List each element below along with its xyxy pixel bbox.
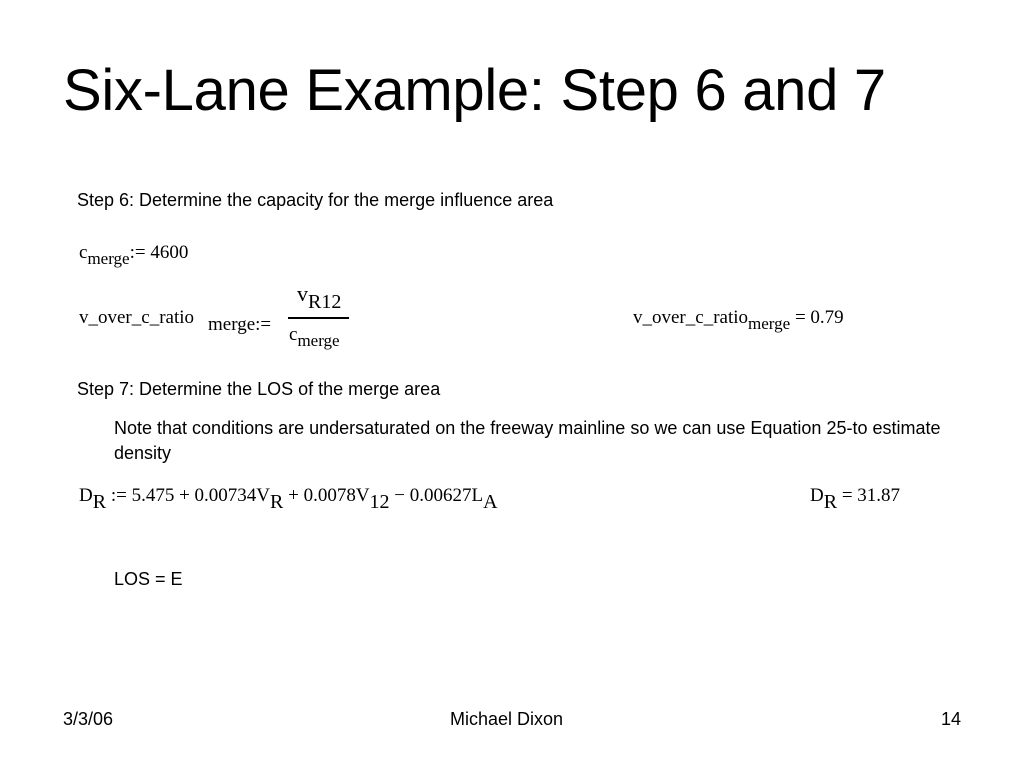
- ratio-def-var: v_over_c_ratio: [79, 307, 195, 328]
- density-result: [810, 485, 901, 513]
- ratio-result: [633, 307, 844, 333]
- step7-note: Note that conditions are undersaturated on the freeway mainline so we can use Equation 25-to estimate density: [114, 418, 941, 463]
- step7-heading: Step 7: Determine the LOS of the merge area: [77, 379, 441, 399]
- density-result-sub: R: [823, 491, 838, 513]
- footer-page-number: 14: [941, 709, 962, 729]
- ratio-result-rhs: = 0.79: [794, 307, 844, 328]
- ratio-denominator-var: c: [289, 324, 298, 345]
- density-part2: + 0.0078V: [288, 485, 370, 506]
- ratio-denominator: [289, 324, 340, 350]
- density-equation: [79, 485, 498, 513]
- ratio-result-var: v_over_c_ratio: [633, 307, 749, 328]
- step6-heading: Step 6: Determine the capacity for the merge influence area: [77, 190, 554, 210]
- c-merge-equation: [79, 242, 189, 268]
- density-part2-sub: 12: [369, 491, 390, 513]
- footer-author: Michael Dixon: [450, 709, 564, 729]
- ratio-numerator: [297, 281, 342, 313]
- density-part3-sub: A: [483, 491, 498, 513]
- ratio-def-lhs: [79, 308, 194, 327]
- fraction-bar: [288, 317, 349, 319]
- c-merge-value: 4600: [150, 242, 189, 263]
- density-part1-sub: R: [270, 491, 284, 513]
- ratio-def-op: :=: [255, 314, 272, 335]
- ratio-numerator-var: v: [297, 281, 308, 306]
- ratio-def-sub: merge: [208, 314, 256, 335]
- slide-title: Six-Lane Example: Step 6 and 7: [63, 58, 886, 123]
- c-merge-op: :=: [129, 242, 146, 263]
- density-part3: − 0.00627L: [394, 485, 484, 506]
- los-result: LOS = E: [114, 569, 183, 589]
- density-sub: R: [92, 491, 107, 513]
- c-merge-sub: merge: [87, 249, 130, 268]
- density-part1: := 5.475 + 0.00734V: [110, 485, 271, 506]
- density-var: D: [79, 485, 93, 506]
- density-result-var: D: [810, 485, 824, 506]
- c-merge-var: c: [79, 242, 88, 263]
- ratio-denominator-sub: merge: [297, 331, 340, 350]
- ratio-result-sub: merge: [748, 314, 791, 333]
- footer-date: 3/3/06: [63, 709, 114, 729]
- density-result-rhs: = 31.87: [841, 485, 901, 506]
- ratio-def-sub-op: [208, 315, 271, 334]
- ratio-numerator-sub: R12: [308, 291, 342, 313]
